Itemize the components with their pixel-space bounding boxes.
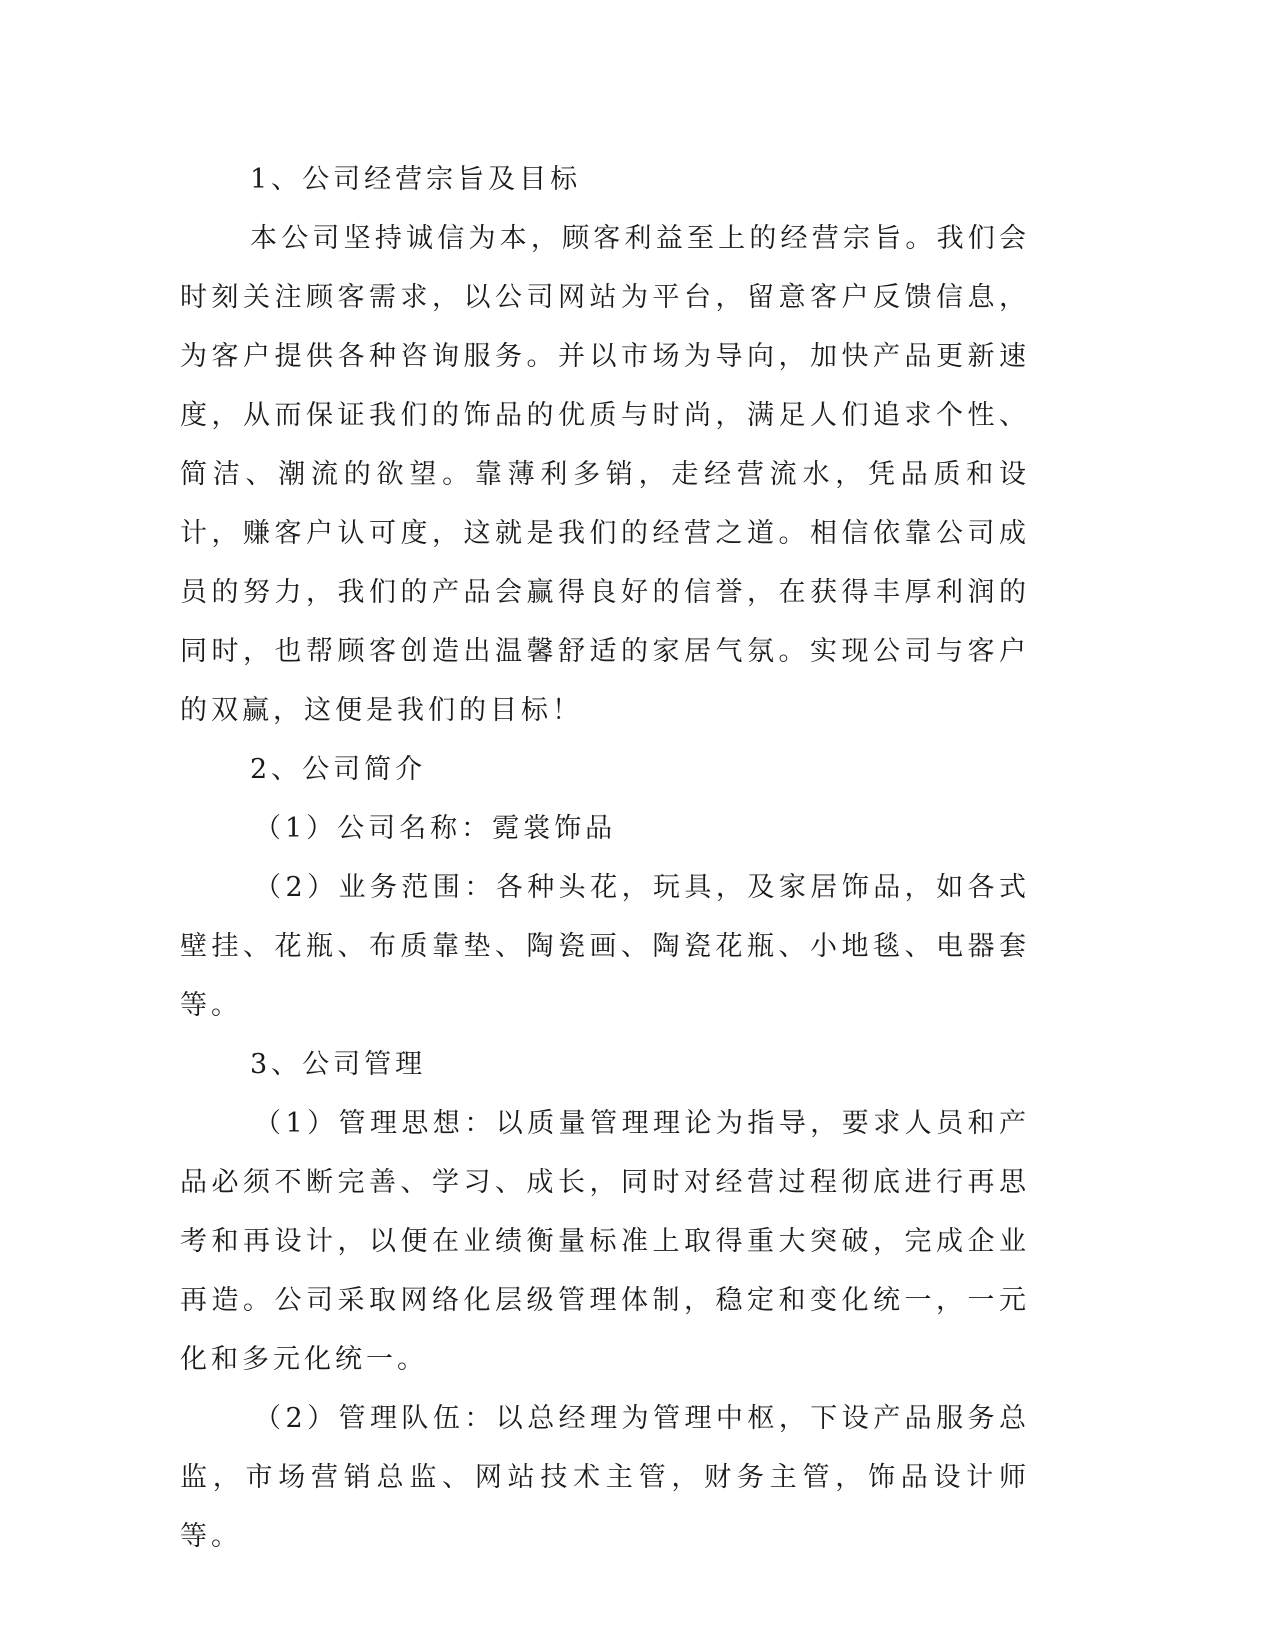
management-team-item: （2）管理队伍：以总经理为管理中枢，下设产品服务总监，市场营销总监、网站技术主管，财务主管，饰品设计师等。 (180, 1403, 1030, 1552)
business-scope-item: （2）业务范围：各种头花，玩具，及家居饰品，如各式壁挂、花瓶、布质靠垫、陶瓷画、陶瓷花瓶、小地毯、电器套等。 (180, 872, 1030, 1021)
company-name-item: （1）公司名称：霓裳饰品 (254, 813, 617, 844)
section-heading-purpose: 1、公司经营宗旨及目标 (250, 164, 582, 195)
management-philosophy-item: （1）管理思想：以质量管理理论为指导，要求人员和产品必须不断完善、学习、成长，同时对经营过程彻底进行再思考和再设计，以便在业绩衡量标准上取得重大突破，完成企业再造。公司采取网络化层级管理体制，稳定和变化统一，一元化和多元化统一。 (180, 1108, 1030, 1375)
section-heading-intro: 2、公司简介 (250, 754, 427, 785)
purpose-paragraph: 本公司坚持诚信为本，顾客利益至上的经营宗旨。我们会时刻关注顾客需求，以公司网站为平台，留意客户反馈信息，为客户提供各种咨询服务。并以市场为导向，加快产品更新速度，从而保证我们的饰品的优质与时尚，满足人们追求个性、简洁、潮流的欲望。靠薄利多销，走经营流水，凭品质和设计，赚客户认可度，这就是我们的经营之道。相信依靠公司成员的努力，我们的产品会赢得良好的信誉，在获得丰厚利润的同时，也帮顾客创造出温馨舒适的家居气氛。实现公司与客户的双赢，这便是我们的目标！ (180, 223, 1030, 726)
section-heading-management: 3、公司管理 (250, 1049, 427, 1080)
document-page (180, 150, 1030, 1566)
